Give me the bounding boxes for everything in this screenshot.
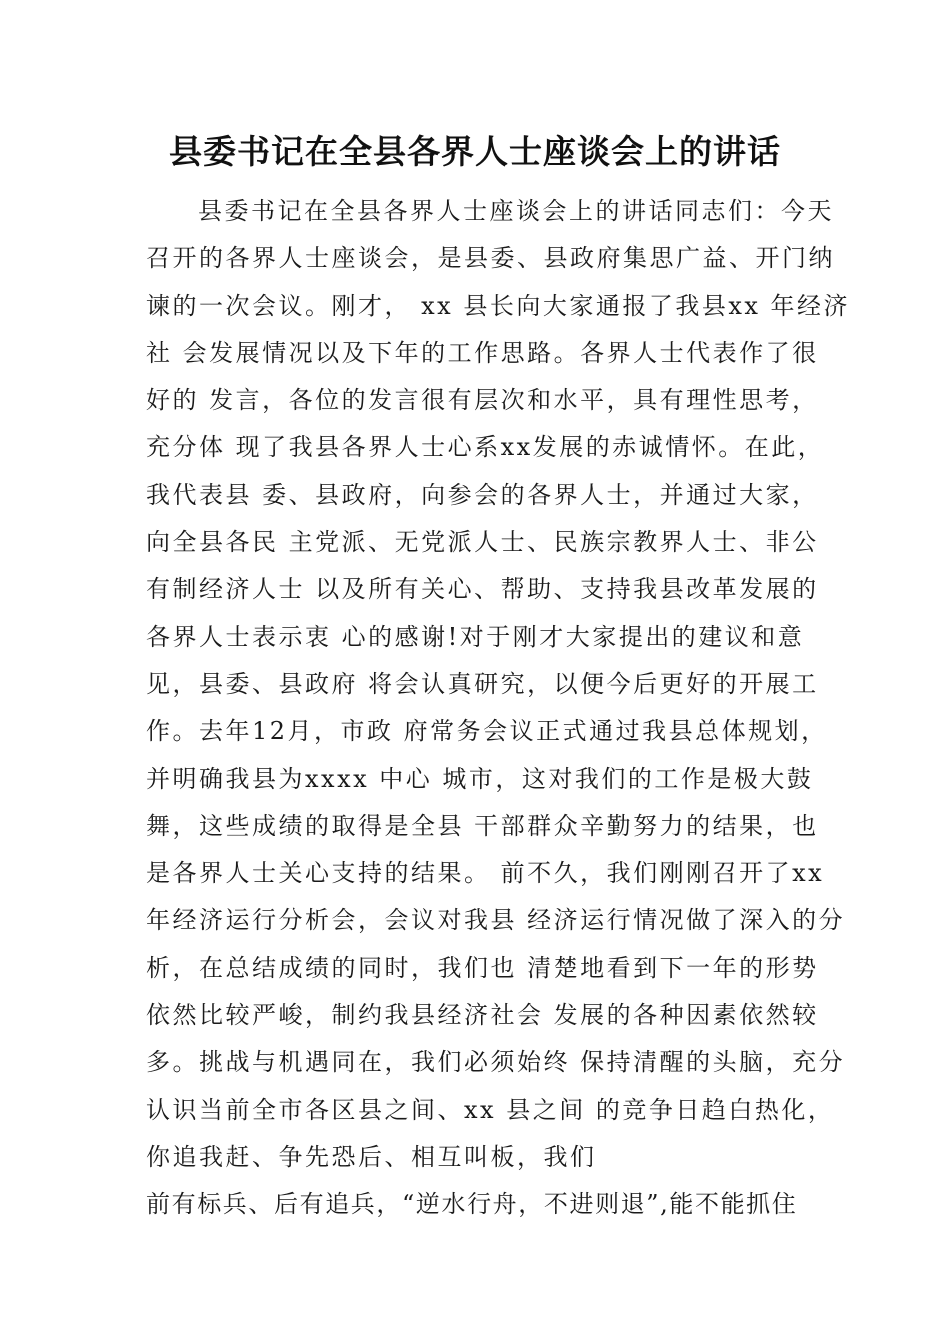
paragraph-line: 社 会发展情况以及下年的工作思路。各界人士代表作了很 bbox=[146, 338, 819, 367]
paragraph-line: 作。去年12月，市政 府常务会议正式通过我县总体规划， bbox=[146, 717, 828, 746]
paragraph-line: 年经济运行分析会，会议对我县 经济运行情况做了深入的分 bbox=[146, 906, 846, 935]
document-title: 县委书记在全县各界人士座谈会上的讲话 bbox=[169, 132, 781, 171]
paragraph-line: 认识当前全市各区县之间、xx 县之间 的竞争日趋白热化， bbox=[146, 1095, 835, 1124]
document-body bbox=[146, 188, 851, 1229]
paragraph-line: 充分体 现了我县各界人士心系xx发展的赤诚情怀。在此， bbox=[146, 433, 825, 462]
paragraph-line: 各界人士表示衷 心的感谢!对于刚才大家提出的建议和意 bbox=[146, 622, 805, 651]
paragraph-line: 前有标兵、后有追兵，“逆水行舟，不进则退”,能不能抓住 bbox=[146, 1190, 798, 1219]
paragraph-line: 谏的一次会议。刚才， xx 县长向大家通报了我县xx 年经济 bbox=[146, 291, 851, 320]
paragraph-line: 是各界人士关心支持的结果。 前不久，我们刚刚召开了xx bbox=[146, 859, 825, 888]
paragraph-line: 舞，这些成绩的取得是全县 干部群众辛勤努力的结果，也 bbox=[146, 811, 819, 840]
paragraph-line: 好的 发言，各位的发言很有层次和水平，具有理性思考， bbox=[146, 386, 819, 415]
paragraph-line: 见，县委、县政府 将会认真研究，以便今后更好的开展工 bbox=[146, 669, 819, 698]
paragraph-line: 县委书记在全县各界人士座谈会上的讲话同志们：今天 bbox=[198, 197, 834, 225]
paragraph-line: 有制经济人士 以及所有关心、帮助、支持我县改革发展的 bbox=[146, 575, 819, 604]
paragraph-line: 析，在总结成绩的同时，我们也 清楚地看到下一年的形势 bbox=[146, 953, 819, 982]
paragraph-line: 并明确我县为xxxx 中心 城市，这对我们的工作是极大鼓 bbox=[146, 764, 814, 793]
paragraph-line: 召开的各界人士座谈会，是县委、县政府集思广益、开门纳 bbox=[146, 244, 835, 273]
paragraph-line: 我代表县 委、县政府，向参会的各界人士，并通过大家， bbox=[146, 480, 819, 509]
paragraph-line: 你追我赶、争先恐后、相互叫板，我们 bbox=[146, 1142, 597, 1171]
paragraph-line: 依然比较严峻，制约我县经济社会 发展的各种因素依然较 bbox=[146, 1001, 819, 1030]
paragraph-line: 多。挑战与机遇同在，我们必须始终 保持清醒的头脑，充分 bbox=[146, 1048, 846, 1077]
paragraph-line: 向全县各民 主党派、无党派人士、民族宗教界人士、非公 bbox=[146, 528, 819, 557]
